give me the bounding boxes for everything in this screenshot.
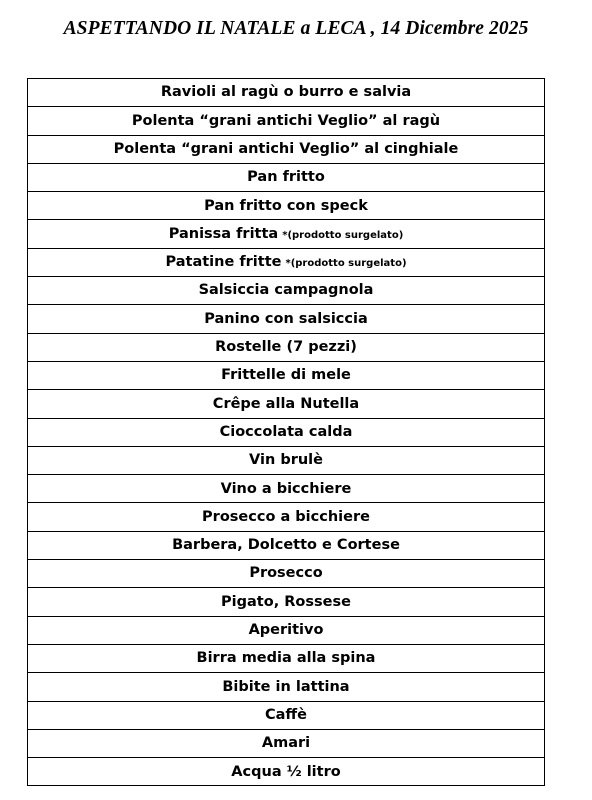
menu-row: [28, 701, 545, 729]
menu-item-name: Prosecco a bicchiere: [202, 508, 370, 525]
menu-item-name: Cioccolata calda: [219, 423, 353, 440]
menu-row: [28, 673, 545, 701]
menu-row: [28, 446, 545, 474]
menu-item-cell: [28, 192, 545, 220]
menu-item-cell: [28, 446, 545, 474]
menu-item-name: Panissa fritta: [168, 225, 279, 242]
menu-item-cell: [28, 248, 545, 276]
menu-item-name: Prosecco: [249, 565, 323, 582]
menu-row: [28, 107, 545, 135]
menu-row: [28, 220, 545, 248]
menu-row: [28, 418, 545, 446]
menu-item-name: Amari: [261, 735, 311, 752]
menu-item-cell: [28, 333, 545, 361]
menu-item-cell: [28, 277, 545, 305]
menu-item-note: *(prodotto surgelato): [285, 258, 407, 270]
menu-item-cell: [28, 588, 545, 616]
menu-item-name: Barbera, Dolcetto e Cortese: [172, 537, 400, 554]
menu-row: [28, 616, 545, 644]
menu-item-name: Acqua ½ litro: [231, 763, 341, 780]
menu-row: [28, 248, 545, 276]
menu-item-cell: [28, 79, 545, 107]
menu-item-cell: [28, 560, 545, 588]
menu-item-name: Ravioli al ragù o burro e salvia: [160, 84, 412, 101]
menu-item-name: Pan fritto con speck: [204, 197, 368, 214]
menu-item-name: Frittelle di mele: [221, 367, 351, 384]
menu-item-name: Aperitivo: [248, 622, 324, 639]
menu-item-cell: [28, 758, 545, 786]
menu-item-cell: [28, 135, 545, 163]
menu-item-cell: [28, 616, 545, 644]
menu-row: [28, 135, 545, 163]
menu-item-name: Polenta “grani antichi Veglio” al cinghiale: [113, 140, 459, 157]
menu-item-name: Pan fritto: [247, 169, 325, 186]
menu-item-name: Rostelle (7 pezzi): [215, 339, 357, 356]
menu-row: [28, 163, 545, 191]
menu-item-name: Polenta “grani antichi Veglio” al ragù: [131, 112, 441, 129]
menu-item-cell: [28, 644, 545, 672]
menu-item-cell: [28, 701, 545, 729]
menu-item-cell: [28, 390, 545, 418]
menu-row: [28, 333, 545, 361]
page-title: ASPETTANDO IL NATALE a LECA , 14 Dicembre 2025: [63, 18, 529, 39]
menu-row: [28, 531, 545, 559]
menu-item-name: Panino con salsiccia: [204, 310, 368, 327]
menu-row: [28, 588, 545, 616]
menu-item-name: Pigato, Rossese: [221, 593, 351, 610]
menu-item-name: Crêpe alla Nutella: [212, 395, 360, 412]
menu-item-name: Salsiccia campagnola: [198, 282, 374, 299]
menu-item-cell: [28, 305, 545, 333]
menu-row: [28, 390, 545, 418]
menu-item-cell: [28, 729, 545, 757]
menu-item-cell: [28, 220, 545, 248]
menu-item-name: Vin brulè: [249, 452, 323, 469]
menu-item-cell: [28, 418, 545, 446]
menu-row: [28, 475, 545, 503]
menu-row: [28, 192, 545, 220]
menu-item-cell: [28, 361, 545, 389]
menu-item-cell: [28, 531, 545, 559]
menu-item-name: Bibite in lattina: [222, 678, 350, 695]
menu-item-name: Vino a bicchiere: [220, 480, 352, 497]
menu-row: [28, 758, 545, 786]
menu-item-name: Birra media alla spina: [196, 650, 376, 667]
menu-row: [28, 79, 545, 107]
menu-item-name: Caffè: [264, 706, 307, 723]
menu-row: [28, 560, 545, 588]
menu-row: [28, 729, 545, 757]
menu-item-cell: [28, 163, 545, 191]
menu-item-note: *(prodotto surgelato): [282, 229, 404, 241]
menu-item-cell: [28, 503, 545, 531]
menu-item-cell: [28, 107, 545, 135]
menu-row: [28, 503, 545, 531]
menu-table: [27, 78, 545, 786]
menu-row: [28, 361, 545, 389]
menu-row: [28, 644, 545, 672]
menu-row: [28, 277, 545, 305]
menu-body: [28, 79, 545, 786]
menu-item-cell: [28, 673, 545, 701]
menu-item-name: Patatine fritte: [165, 254, 282, 271]
menu-row: [28, 305, 545, 333]
menu-item-cell: [28, 475, 545, 503]
